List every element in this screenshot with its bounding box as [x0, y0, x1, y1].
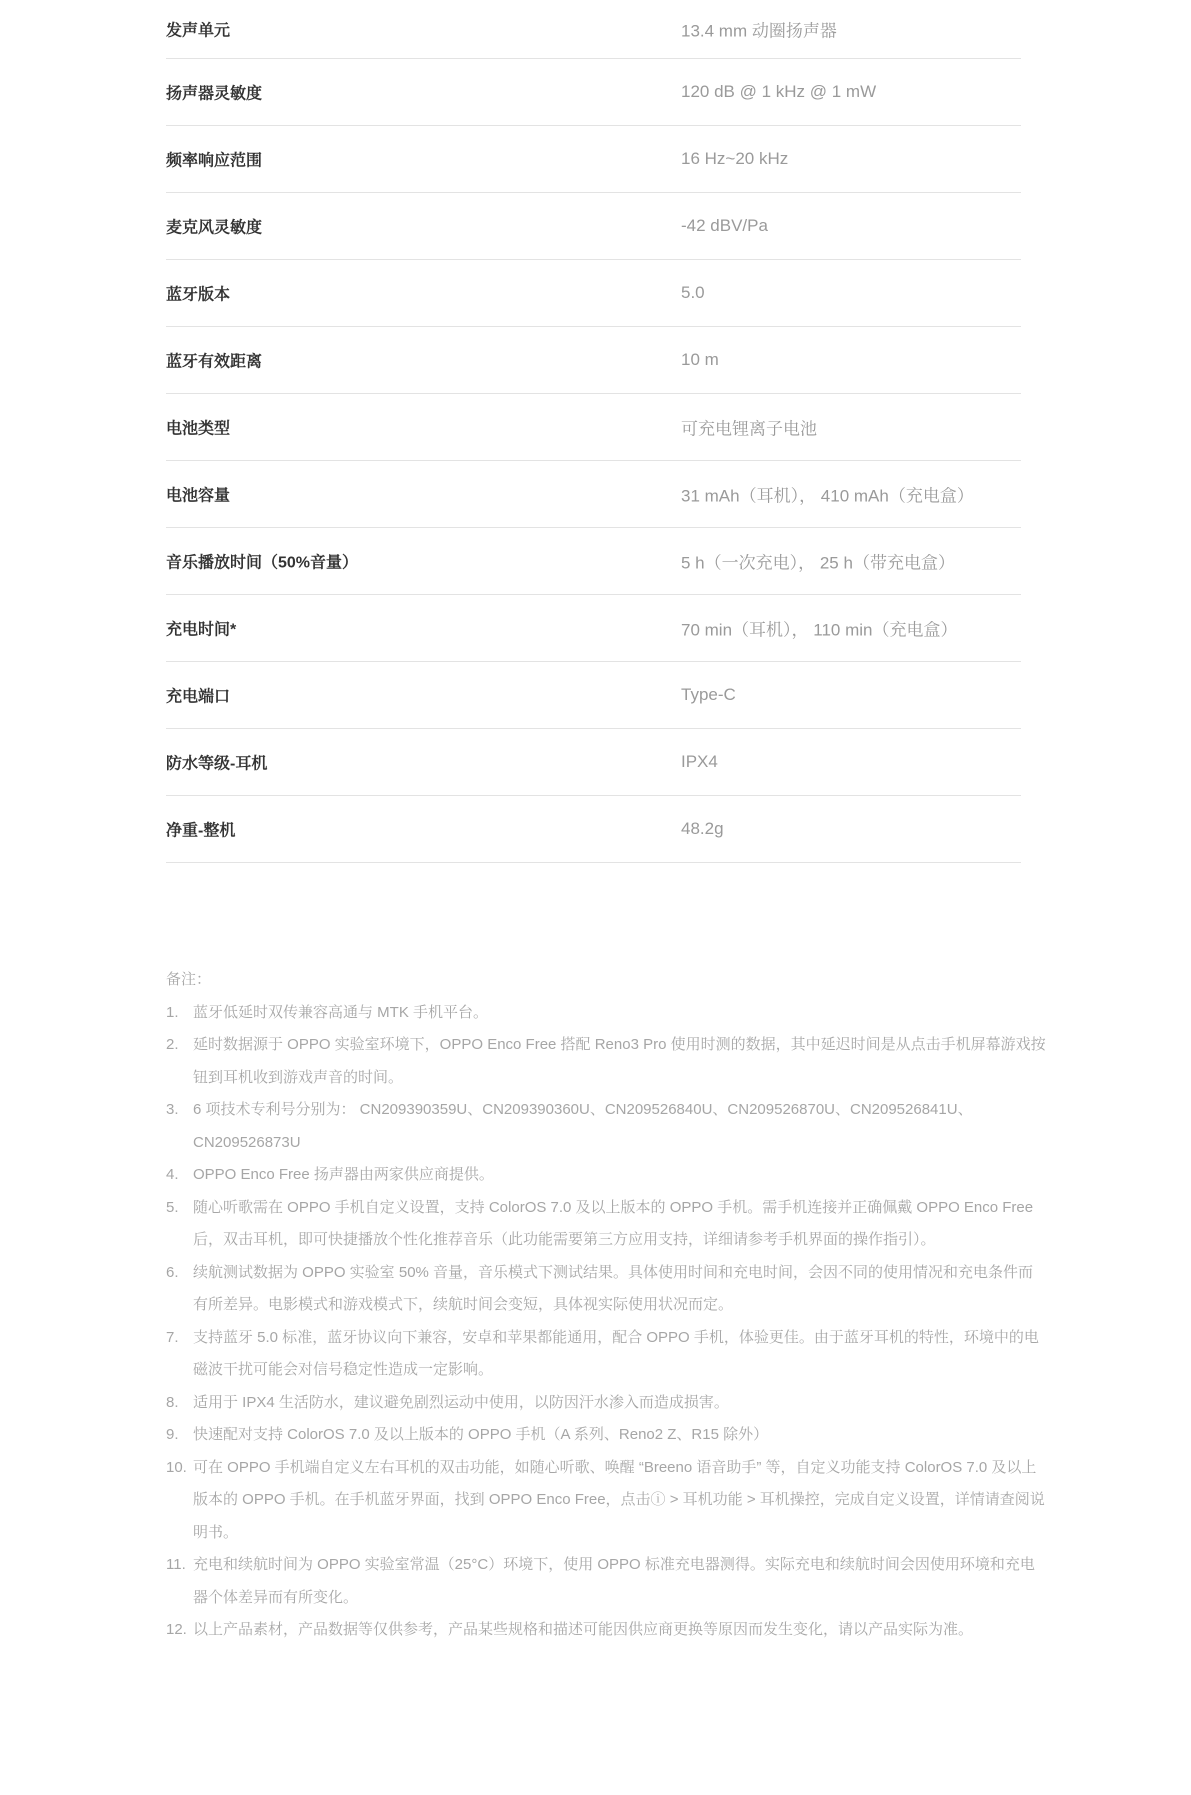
note-text: 延时数据源于 OPPO 实验室环境下，OPPO Enco Free 搭配 Reno3 Pro 使用时测的数据，其中延迟时间是从点击手机屏幕游戏按钮到耳机收到游戏声音的时间。: [193, 1036, 1046, 1086]
note-item: [166, 1549, 1046, 1614]
spec-value: IPX4: [681, 752, 718, 771]
note-item: [166, 1094, 1046, 1159]
note-text: 充电和续航时间为 OPPO 实验室常温（25°C）环境下，使用 OPPO 标准充电器测得。实际充电和续航时间会因使用环境和充电器个体差异而有所变化。: [193, 1556, 1035, 1606]
note-text: 快速配对支持 ColorOS 7.0 及以上版本的 OPPO 手机（A 系列、Reno2 Z、R15 除外）: [193, 1426, 769, 1443]
note-number: 11.: [166, 1556, 186, 1573]
spec-row-charging-time: [166, 595, 1021, 662]
note-text: 随心听歌需在 OPPO 手机自定义设置，支持 ColorOS 7.0 及以上版本的 OPPO 手机。需手机连接并正确佩戴 OPPO Enco Free 后，双击耳机，即可快捷播放个性化推荐音乐（此功能需要第三方应用支持，详细请参考手机界面的操作指引）。: [193, 1198, 1034, 1248]
spec-row-playback-time: [166, 528, 1021, 595]
spec-row-speaker-sensitivity: [166, 59, 1021, 126]
spec-value: 10 m: [681, 350, 719, 369]
note-number: 12.: [166, 1621, 187, 1638]
spec-row-battery-type: [166, 394, 1021, 461]
spec-value: 5.0: [681, 283, 705, 302]
note-number: 7.: [166, 1328, 179, 1346]
note-number: 5.: [166, 1198, 179, 1216]
spec-row-charging-port: [166, 662, 1021, 729]
note-item: [166, 1452, 1046, 1550]
spec-label: 充电时间*: [166, 621, 237, 639]
spec-value: 16 Hz~20 kHz: [681, 149, 789, 168]
note-item: [166, 1192, 1046, 1257]
spec-row-bluetooth-range: [166, 327, 1021, 394]
note-text: 续航测试数据为 OPPO 实验室 50% 音量，音乐模式下测试结果。具体使用时间和充电时间，会因不同的使用情况和充电条件而有所差异。电影模式和游戏模式下，续航时间会变短，具体视实际使用状况而定。: [193, 1263, 1034, 1313]
spec-value: 70 min（耳机）， 110 min（充电盒）: [681, 620, 958, 640]
note-text: 蓝牙低延时双传兼容高通与 MTK 手机平台。: [193, 1003, 488, 1021]
note-item: [166, 1387, 1046, 1420]
note-text: 可在 OPPO 手机端自定义左右耳机的双击功能，如随心听歌、唤醒 “Breeno 语音助手” 等，自定义功能支持 ColorOS 7.0 及以上版本的 OPPO 手机。在手机蓝牙界面，找到 OPPO Enco Free，点击ⓘ > 耳机功能 > 耳机操控，完成自定义设置，详情请查阅说明书。: [193, 1458, 1045, 1541]
spec-label: 蓝牙版本: [166, 286, 231, 304]
spec-value: 31 mAh（耳机）， 410 mAh（充电盒）: [681, 486, 974, 506]
spec-value: Type-C: [681, 685, 736, 704]
spec-value: 13.4 mm 动圈扬声器: [681, 21, 837, 41]
note-text: 支持蓝牙 5.0 标准，蓝牙协议向下兼容，安卓和苹果都能通用，配合 OPPO 手机，体验更佳。由于蓝牙耳机的特性，环境中的电磁波干扰可能会对信号稳定性造成一定影响。: [193, 1328, 1039, 1378]
spec-label: 频率响应范围: [166, 152, 263, 170]
notes-section: [166, 964, 1046, 1647]
spec-value: 可充电锂离子电池: [681, 419, 817, 439]
spec-label: 音乐播放时间（50%音量）: [166, 554, 359, 572]
spec-value: 5 h（一次充电）， 25 h（带充电盒）: [681, 553, 955, 573]
spec-label: 扬声器灵敏度: [166, 85, 263, 103]
notes-title: 备注：: [166, 971, 212, 988]
spec-label: 发声单元: [166, 22, 231, 40]
spec-label: 防水等级-耳机: [166, 755, 268, 773]
spec-row-net-weight: [166, 796, 1021, 863]
note-number: 6.: [166, 1263, 179, 1281]
note-number: 3.: [166, 1101, 179, 1118]
spec-label: 麦克风灵敏度: [166, 219, 263, 237]
note-number: 9.: [166, 1426, 179, 1443]
note-number: 10.: [166, 1458, 187, 1476]
spec-value: 120 dB @ 1 kHz @ 1 mW: [681, 82, 877, 101]
spec-value: 48.2g: [681, 819, 724, 838]
spec-row-waterproof-rating: [166, 729, 1021, 796]
note-number: 1.: [166, 1003, 179, 1021]
note-item: [166, 1322, 1046, 1387]
note-number: 8.: [166, 1393, 179, 1411]
note-item: [166, 1614, 1046, 1647]
spec-label: 净重-整机: [166, 822, 236, 840]
note-text: 以上产品素材，产品数据等仅供参考，产品某些规格和描述可能因供应商更换等原因而发生变化，请以产品实际为准。: [193, 1621, 974, 1638]
spec-label: 蓝牙有效距离: [166, 353, 263, 371]
spec-label: 电池容量: [166, 487, 231, 505]
note-item: [166, 1159, 1046, 1192]
spec-table: [166, 0, 1021, 863]
note-text: 适用于 IPX4 生活防水，建议避免剧烈运动中使用，以防因汗水渗入而造成损害。: [193, 1393, 729, 1411]
note-number: 4.: [166, 1166, 179, 1183]
spec-row-frequency-response: [166, 126, 1021, 193]
note-text: 6 项技术专利号分别为： CN209390359U、CN209390360U、CN209526840U、CN209526870U、CN209526841U、CN209526873U: [193, 1101, 973, 1151]
note-text: OPPO Enco Free 扬声器由两家供应商提供。: [193, 1166, 494, 1183]
notes-list: [166, 997, 1046, 1647]
note-item: [166, 997, 1046, 1030]
note-item: [166, 1257, 1046, 1322]
spec-row-speaker-unit: [166, 0, 1021, 59]
spec-row-mic-sensitivity: [166, 193, 1021, 260]
note-item: [166, 1029, 1046, 1094]
note-number: 2.: [166, 1036, 179, 1053]
spec-row-bluetooth-version: [166, 260, 1021, 327]
spec-label: 电池类型: [166, 420, 231, 438]
spec-value: -42 dBV/Pa: [681, 216, 768, 235]
spec-row-battery-capacity: [166, 461, 1021, 528]
spec-label: 充电端口: [166, 688, 231, 706]
note-item: [166, 1419, 1046, 1452]
